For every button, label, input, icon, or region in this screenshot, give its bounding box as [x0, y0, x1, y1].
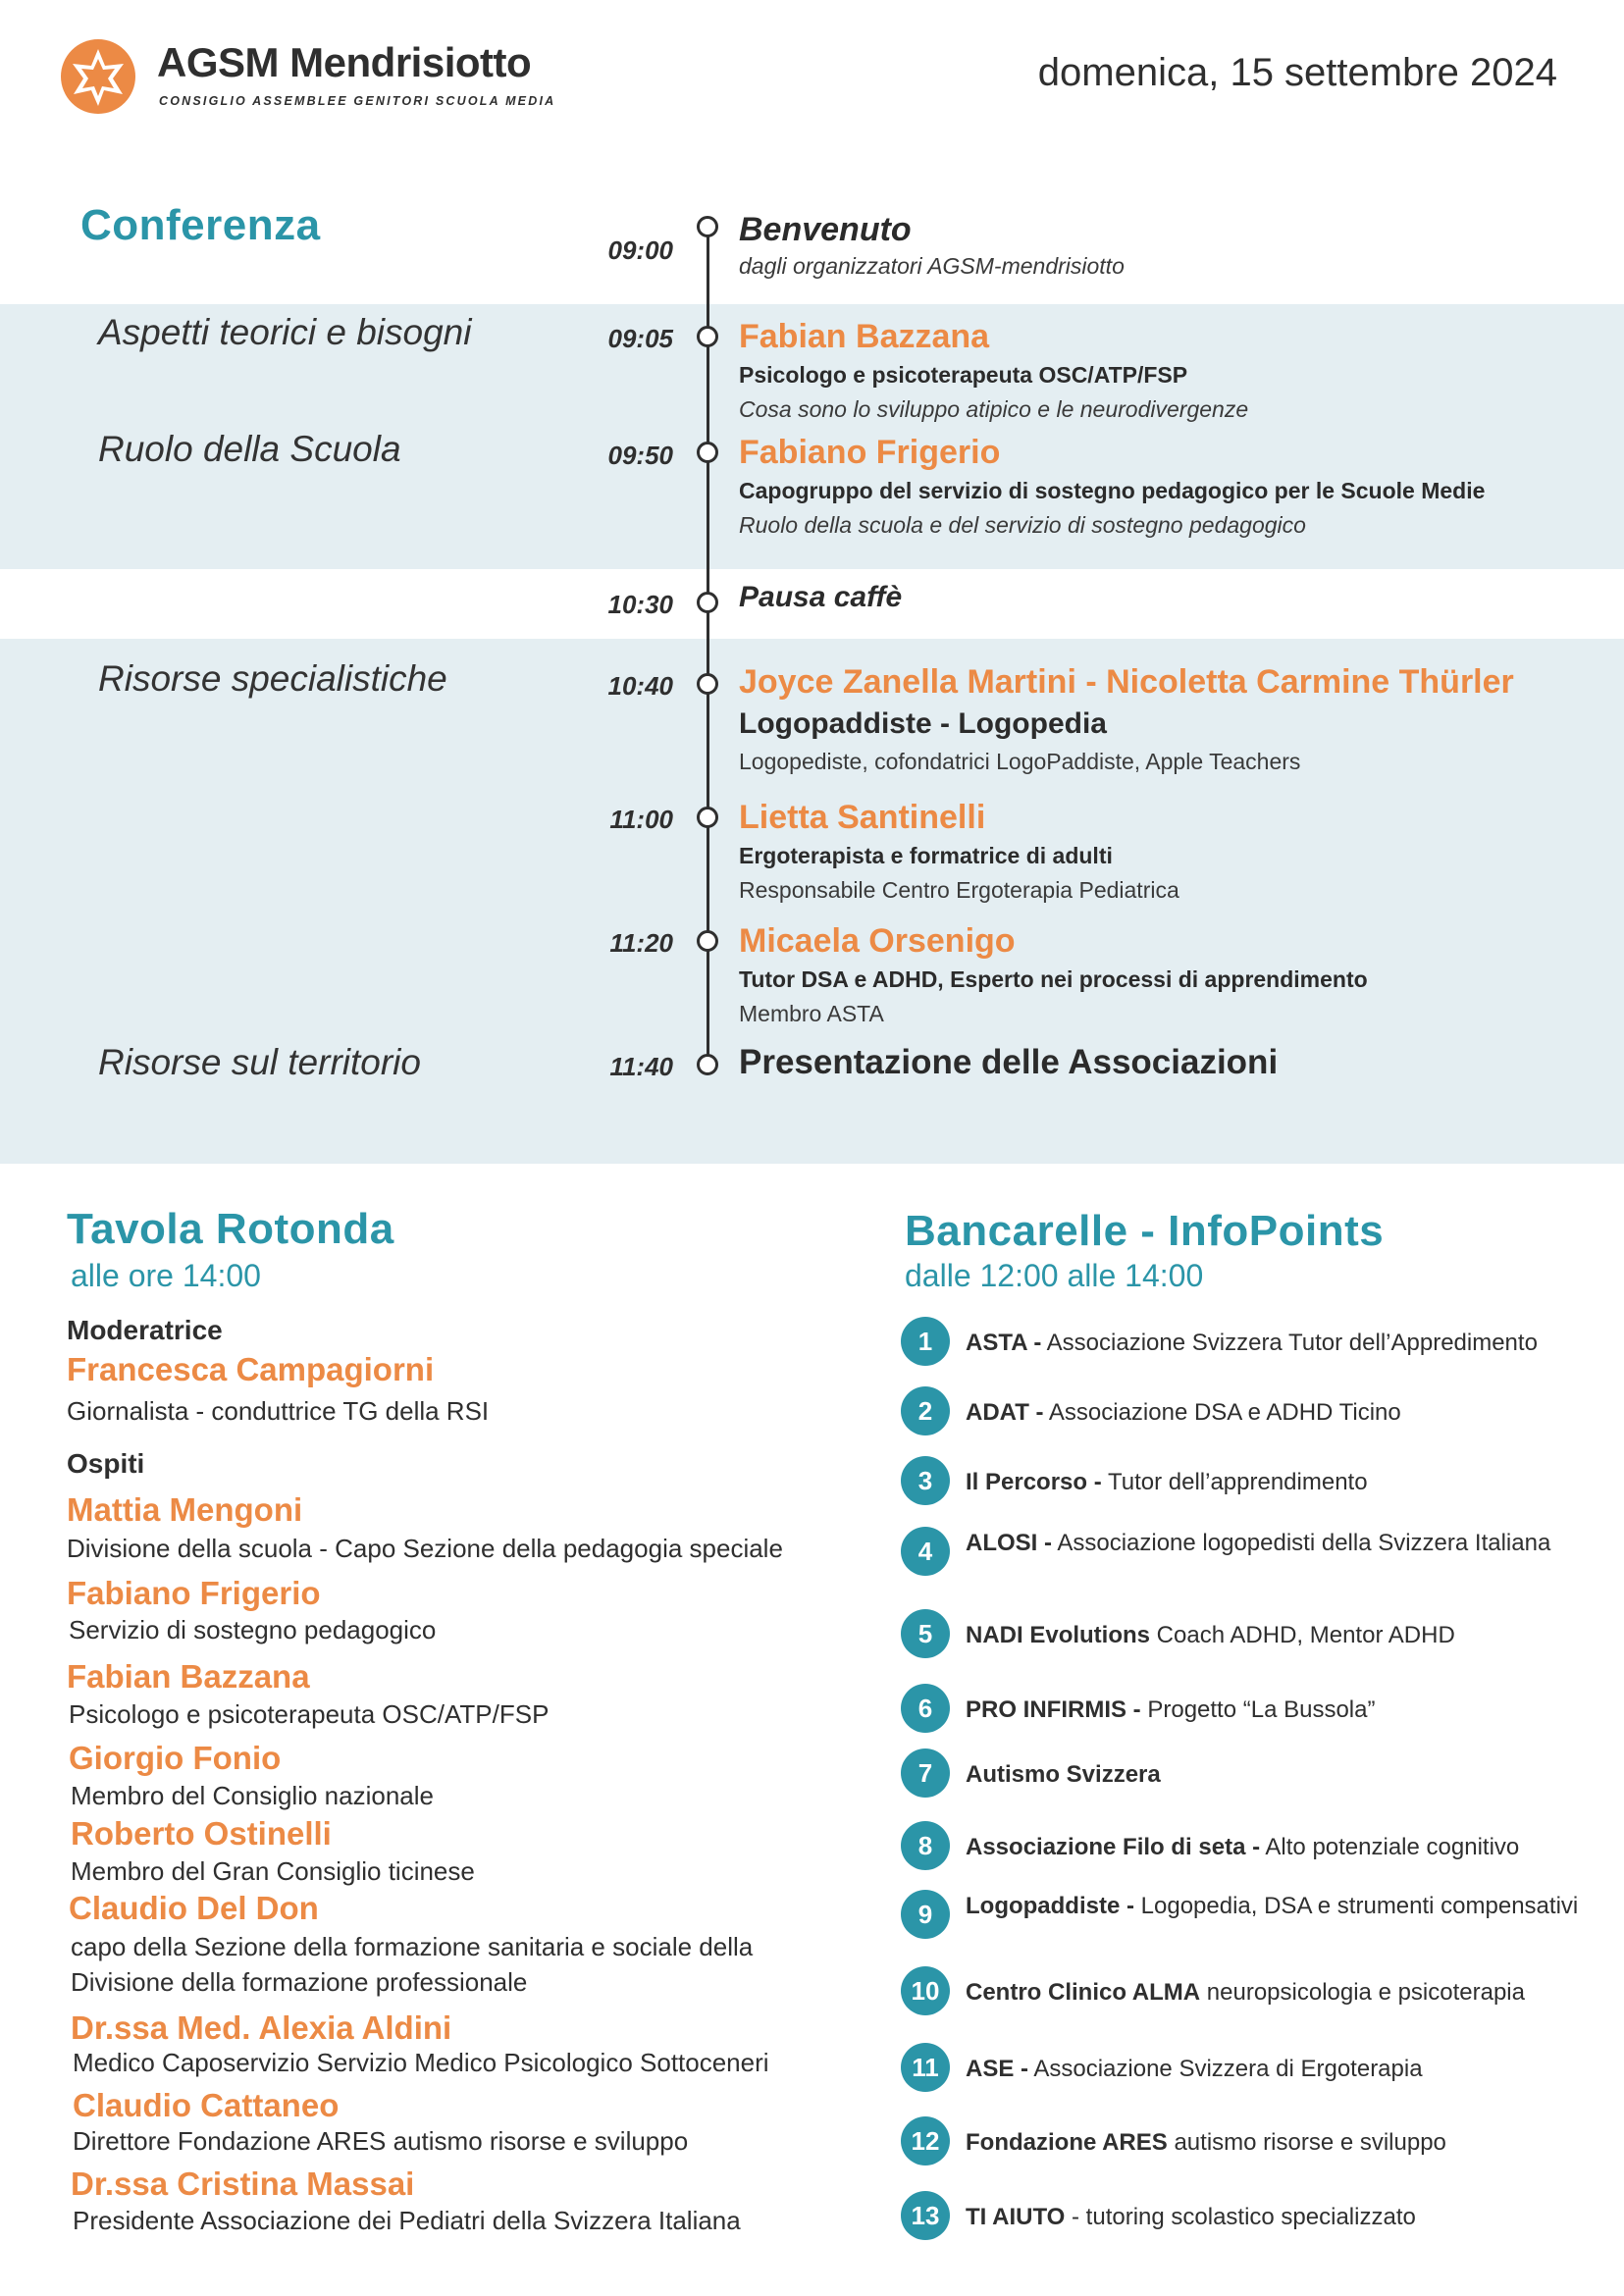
speaker-role: Capogruppo del servizio di sostegno pedagogico per le Scuole Medie [739, 478, 1486, 503]
timeline-dot [697, 673, 718, 695]
logo [59, 37, 608, 116]
event-title: Presentazione delle Associazioni [739, 1043, 1279, 1081]
event-talk [739, 663, 1514, 775]
infopoint-name: ASTA - [966, 1330, 1042, 1356]
event-time: 11:20 [609, 928, 673, 958]
guest-desc: Membro del Gran Consiglio ticinese [71, 1856, 475, 1886]
infopoints-time: dalle 12:00 alle 14:00 [905, 1258, 1204, 1293]
event-time: 10:40 [607, 671, 673, 701]
guest-name: Roberto Ostinelli [71, 1815, 332, 1852]
guest-name: Dr.ssa Cristina Massai [71, 2166, 415, 2202]
infopoint-item [901, 1317, 1588, 1376]
event-title: Benvenuto [739, 211, 912, 248]
infopoint-item [901, 1386, 1588, 1445]
infopoint-name: Centro Clinico ALMA [966, 1979, 1201, 2006]
guest-desc: Presidente Associazione dei Pediatri della Svizzera Italiana [73, 2206, 741, 2235]
infopoint-item [901, 1748, 1588, 1807]
number-badge: 8 [901, 1821, 950, 1870]
event-talk [739, 434, 1485, 539]
talk-topic: Responsabile Centro Ergoterapia Pediatrica [739, 877, 1179, 903]
moderator-label: Moderatrice [67, 1315, 223, 1345]
infopoint-item [901, 2116, 1588, 2175]
guest-desc: Divisione della formazione professionale [71, 1967, 528, 1997]
infopoint-text [966, 2053, 1594, 2085]
infopoint-text [966, 2201, 1594, 2233]
infopoint-item [901, 2191, 1588, 2250]
event-time: 09:00 [607, 235, 673, 265]
infopoint-item [901, 1527, 1588, 1586]
guest-desc: Servizio di sostegno pedagogico [69, 1615, 437, 1644]
section-label: Risorse specialistiche [98, 658, 447, 699]
guest-desc: Direttore Fondazione ARES autismo risorse e sviluppo [73, 2126, 689, 2156]
round-table-title: Tavola Rotonda [67, 1205, 394, 1253]
number-badge: 6 [901, 1684, 950, 1733]
infopoint-item [901, 1966, 1588, 2025]
infopoint-text [966, 1758, 1594, 1791]
number-badge: 13 [901, 2191, 950, 2240]
talk-topic: Cosa sono lo sviluppo atipico e le neurodivergenze [739, 396, 1249, 422]
infopoint-name: ASE - [966, 2056, 1029, 2082]
infopoint-desc: - tutoring scolastico specializzato [1065, 2204, 1416, 2230]
number-badge: 12 [901, 2116, 950, 2166]
event-talk [739, 318, 1248, 423]
infopoint-text [966, 1890, 1594, 1922]
infopoint-name: NADI Evolutions [966, 1622, 1151, 1648]
event-talk [739, 799, 1179, 904]
infopoint-text [966, 1527, 1594, 1559]
infopoint-desc: Associazione Svizzera di Ergoterapia [1028, 2056, 1423, 2082]
event-date: domenica, 15 settembre 2024 [1037, 51, 1557, 94]
event-presentation [739, 1043, 1278, 1082]
speaker-name: Fabian Bazzana [739, 318, 990, 355]
number-badge: 1 [901, 1317, 950, 1366]
speaker-name: Fabiano Frigerio [739, 434, 1001, 471]
org-subtitle: CONSIGLIO ASSEMBLEE GENITORI SCUOLA MEDIA [159, 94, 556, 108]
number-badge: 2 [901, 1386, 950, 1435]
infopoint-desc: Progetto “La Bussola” [1140, 1696, 1376, 1723]
guest-name: Claudio Del Don [69, 1890, 319, 1926]
timeline-dot [697, 1054, 718, 1075]
section-label: Risorse sul territorio [98, 1042, 421, 1082]
infopoint-name: TI AIUTO [966, 2204, 1066, 2230]
infopoint-text [966, 1466, 1594, 1498]
infopoint-item [901, 1456, 1588, 1515]
number-badge: 9 [901, 1890, 950, 1939]
moderator-desc: Giornalista - conduttrice TG della RSI [67, 1396, 490, 1426]
number-badge: 7 [901, 1748, 950, 1798]
speaker-role: Ergoterapista e formatrice di adulti [739, 843, 1113, 868]
event-time: 10:30 [607, 590, 673, 619]
talk-topic: Ruolo della scuola e del servizio di sostegno pedagogico [739, 512, 1306, 538]
section-label: Ruolo della Scuola [98, 429, 401, 469]
event-title: Pausa caffè [739, 581, 903, 613]
conference-title: Conferenza [80, 201, 321, 249]
infopoint-text [966, 1694, 1594, 1726]
infopoint-desc: neuropsicologia e psicoterapia [1200, 1979, 1525, 2006]
event-subtitle: dagli organizzatori AGSM-mendrisiotto [739, 253, 1125, 279]
guest-name: Dr.ssa Med. Alexia Aldini [71, 2009, 452, 2046]
guest-desc: Divisione della scuola - Capo Sezione della pedagogia speciale [67, 1534, 783, 1563]
event-time: 11:00 [609, 805, 673, 834]
speaker-name: Joyce Zanella Martini - Nicoletta Carmine Thürler [739, 663, 1514, 701]
guest-desc: Medico Caposervizio Servizio Medico Psicologico Sottoceneri [73, 2048, 769, 2077]
number-badge: 10 [901, 1966, 950, 2015]
infopoint-text [966, 1619, 1594, 1651]
number-badge: 5 [901, 1609, 950, 1658]
infopoint-text [966, 1976, 1594, 2009]
infopoint-text [966, 1327, 1594, 1359]
infopoint-desc: Logopedia, DSA e strumenti compensativi [1133, 1893, 1579, 1919]
infopoint-desc: autismo risorse e sviluppo [1167, 2129, 1446, 2156]
event-talk [739, 922, 1368, 1027]
event-break [739, 581, 902, 614]
infopoint-name: Autismo Svizzera [966, 1761, 1161, 1788]
infopoint-desc: Coach ADHD, Mentor ADHD [1150, 1622, 1455, 1648]
moderator-name: Francesca Campagiorni [67, 1351, 435, 1387]
infopoint-desc: Associazione logopedisti della Svizzera Italiana [1052, 1530, 1551, 1556]
number-badge: 11 [901, 2043, 950, 2092]
event-welcome [739, 211, 1125, 280]
guest-desc: Psicologo e psicoterapeuta OSC/ATP/FSP [69, 1699, 550, 1729]
speaker-role: Psicologo e psicoterapeuta OSC/ATP/FSP [739, 362, 1188, 388]
section-label: Aspetti teorici e bisogni [98, 312, 472, 352]
infopoint-name: Il Percorso - [966, 1469, 1102, 1495]
infopoint-item [901, 2043, 1588, 2102]
infopoint-text [966, 1396, 1594, 1429]
guest-name: Mattia Mengoni [67, 1491, 303, 1528]
infopoint-text [966, 2126, 1594, 2159]
timeline-dot [697, 592, 718, 613]
infopoint-name: Logopaddiste - [966, 1893, 1134, 1919]
infopoint-desc: Associazione DSA e ADHD Ticino [1043, 1399, 1401, 1426]
speaker-name: Lietta Santinelli [739, 799, 986, 836]
infopoint-item [901, 1684, 1588, 1743]
infopoint-name: Fondazione ARES [966, 2129, 1168, 2156]
timeline-dot [697, 807, 718, 828]
infopoint-desc: Associazione Svizzera Tutor dell’Appredimento [1041, 1330, 1538, 1356]
timeline-dot [697, 326, 718, 347]
speaker-role: Logopaddiste - Logopedia [739, 707, 1107, 740]
guest-name: Giorgio Fonio [69, 1740, 282, 1776]
infopoint-item [901, 1890, 1588, 1949]
timeline-dot [697, 930, 718, 952]
guest-name: Claudio Cattaneo [73, 2087, 340, 2123]
infopoint-item [901, 1821, 1588, 1880]
infopoint-desc: Alto potenziale cognitivo [1260, 1834, 1520, 1860]
guest-desc: capo della Sezione della formazione sanitaria e sociale della [71, 1932, 754, 1961]
number-badge: 3 [901, 1456, 950, 1505]
infopoint-name: ADAT - [966, 1399, 1044, 1426]
guest-desc: Membro del Consiglio nazionale [71, 1781, 434, 1810]
event-time: 09:05 [607, 324, 673, 353]
guests-label: Ospiti [67, 1448, 145, 1479]
guest-name: Fabiano Frigerio [67, 1575, 321, 1611]
org-name: AGSM Mendrisiotto [157, 39, 532, 85]
timeline-dot [697, 216, 718, 237]
infopoint-name: Associazione Filo di seta - [966, 1834, 1261, 1860]
speaker-name: Micaela Orsenigo [739, 922, 1016, 960]
infopoints-title: Bancarelle - InfoPoints [905, 1207, 1385, 1255]
infopoint-item [901, 1609, 1588, 1668]
infopoint-text [966, 1831, 1594, 1863]
talk-topic: Logopediste, cofondatrici LogoPaddiste, Apple Teachers [739, 749, 1301, 774]
number-badge: 4 [901, 1527, 950, 1576]
guest-name: Fabian Bazzana [67, 1658, 310, 1695]
infopoint-name: ALOSI - [966, 1530, 1052, 1556]
event-time: 11:40 [609, 1052, 673, 1081]
infopoint-desc: Tutor dell’apprendimento [1101, 1469, 1368, 1495]
infopoint-name: PRO INFIRMIS - [966, 1696, 1141, 1723]
star-logo-icon [59, 37, 137, 116]
event-time: 09:50 [607, 441, 673, 470]
round-table-time: alle ore 14:00 [71, 1258, 261, 1293]
talk-topic: Membro ASTA [739, 1001, 884, 1026]
speaker-role: Tutor DSA e ADHD, Esperto nei processi di apprendimento [739, 966, 1368, 992]
timeline-dot [697, 442, 718, 463]
